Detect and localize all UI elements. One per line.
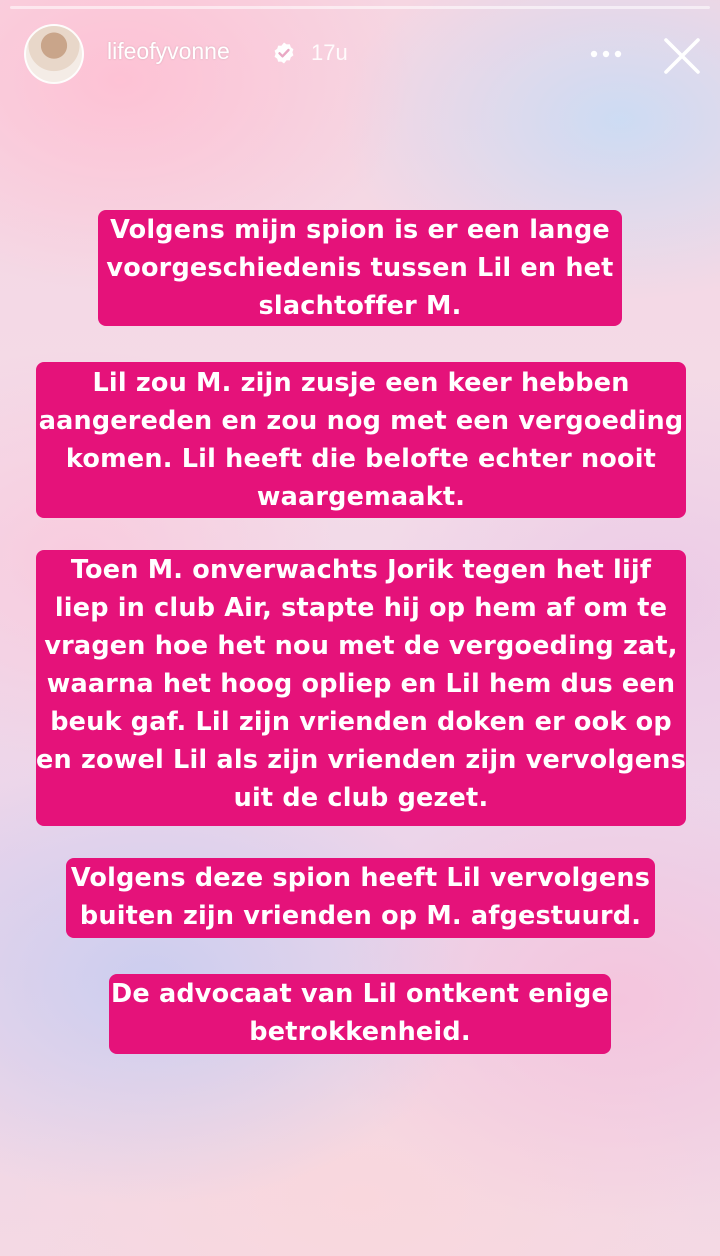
- text-line: waarna het hoog opliep en Lil hem dus een: [46, 669, 676, 699]
- more-options-icon[interactable]: [586, 40, 626, 68]
- text-box: [36, 550, 686, 826]
- text-line: betrokkenheid.: [249, 1017, 471, 1047]
- text-line: Toen M. onverwachts Jorik tegen het lijf: [70, 555, 652, 585]
- text-line: Volgens deze spion heeft Lil vervolgens: [70, 863, 651, 893]
- text-box: [36, 362, 686, 518]
- text-line: beuk gaf. Lil zijn vrienden doken er ook op: [50, 707, 672, 737]
- username[interactable]: lifeofyvonne: [107, 38, 230, 64]
- text-box: [66, 858, 655, 938]
- text-line: waargemaakt.: [256, 482, 466, 512]
- text-line: Volgens mijn spion is er een lange: [110, 215, 610, 245]
- text-line: De advocaat van Lil ontkent enige: [111, 979, 609, 1009]
- text-line: Lil zou M. zijn zusje een keer hebben: [92, 368, 630, 398]
- avatar[interactable]: [24, 24, 84, 84]
- text-box: [109, 974, 611, 1054]
- text-line: voorgeschiedenis tussen Lil en het: [106, 253, 614, 283]
- story-timestamp: 17u: [311, 40, 348, 65]
- text-line: uit de club gezet.: [233, 783, 489, 813]
- text-line: buiten zijn vrienden op M. afgestuurd.: [79, 901, 642, 931]
- text-line: vragen hoe het nou met de vergoeding zat,: [44, 631, 678, 661]
- verified-badge-icon: [272, 41, 296, 65]
- text-line: en zowel Lil als zijn vrienden zijn vervolgens: [36, 745, 686, 775]
- text-line: slachtoffer M.: [258, 291, 462, 321]
- text-box: [98, 210, 622, 326]
- story-progress-bar: [10, 6, 710, 9]
- text-line: liep in club Air, stapte hij op hem af om te: [54, 593, 668, 623]
- text-line: komen. Lil heeft die belofte echter nooit: [65, 444, 657, 474]
- close-icon[interactable]: [660, 34, 704, 78]
- text-line: aangereden en zou nog met een vergoeding: [38, 406, 684, 436]
